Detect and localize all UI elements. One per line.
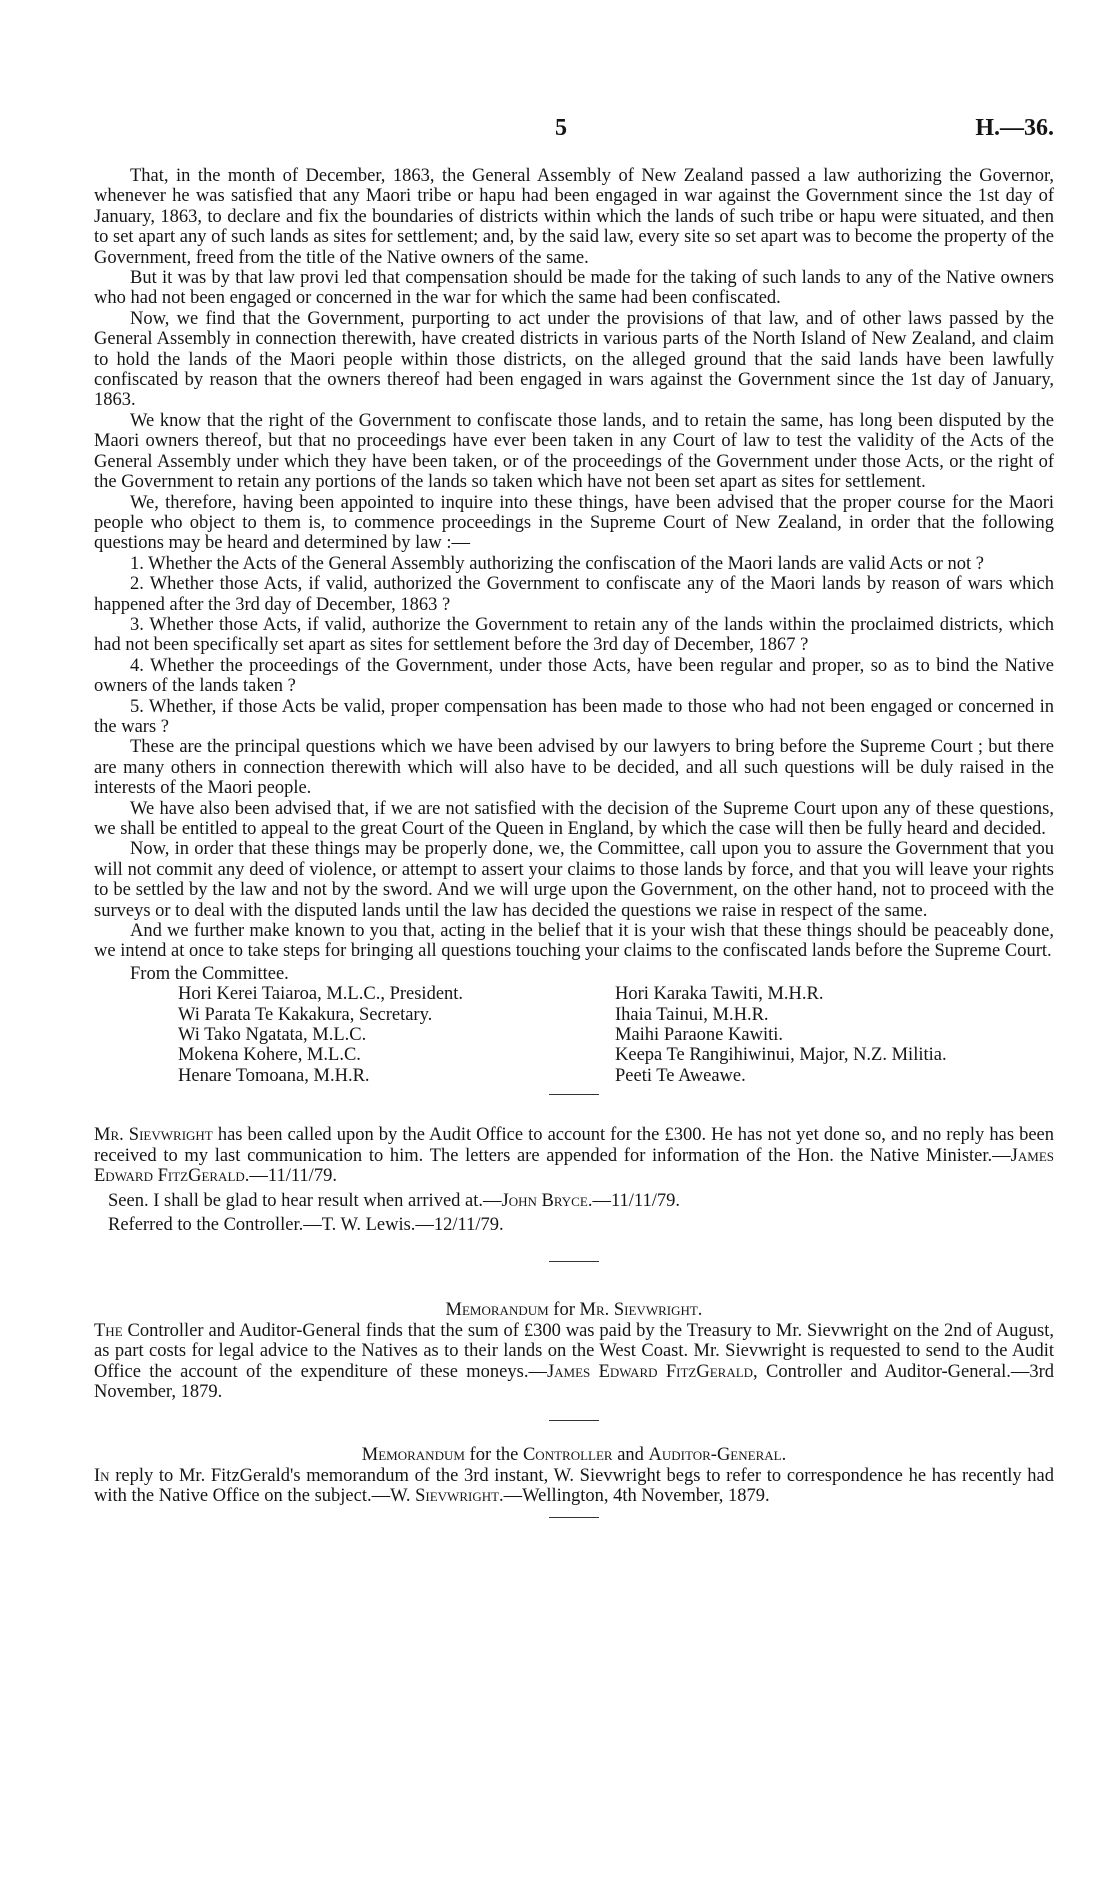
- letter-paragraph: We, therefore, having been appointed to inquire into these things, have been advised that the proper course for the Maori people who object to them is, to commence proceedings in the Supreme Court of New Zealand, in order that the following questions may be heard and determined by law :—: [94, 492, 1054, 554]
- minute-date: .—11/11/79.: [244, 1166, 337, 1187]
- signatory: Keepa Te Rangihiwinui, Major, N.Z. Militia.: [615, 1045, 947, 1066]
- signatory: Henare Tomoana, M.H.R.: [178, 1065, 370, 1086]
- memorandum-sievwright: [94, 1300, 1054, 1402]
- signatory-columns: [178, 984, 1054, 1086]
- memo-signer: James Edward FitzGerald: [546, 1361, 754, 1382]
- letter-paragraph: We know that the right of the Government to confiscate those lands, and to retain the same, has long been disputed by the Maori owners thereof, but that no proceedings have ever been taken in any Court of law to test the validity of the Acts of the General Assembly under which they have been taken, or of the proceedings of the Government under those Acts, or the right of the Government to retain any portions of the lands so taken which have not been set apart as sites for settlement.: [94, 410, 1054, 493]
- section-divider: [549, 1517, 599, 1518]
- letter-paragraph: And we further make known to you that, acting in the belief that it is your wish that these things should be peaceably done, we intend at once to take steps for bringing all questions touching your claims to the confiscated lands before the Supreme Court.: [94, 921, 1054, 962]
- signatory: Ihaia Tainui, M.H.R.: [615, 1004, 769, 1025]
- minute-text: has been called upon by the Audit Office to account for the £300. He has not yet done so, and no reply has been received to my last communication to him. The letters are appended for information of the Hon. the Native Minister.—: [94, 1125, 1055, 1166]
- memo-body: The Controller and Auditor-General finds that the sum of £300 was paid by the Treasury to Mr. Sievwright on the 2nd of August, as part costs for legal advice to the Natives as to their lands on the West Coast. Mr. Sievwright is requested to send to the Audit Office the account of the expenditure of these moneys.—James Edward FitzGerald, Controller and Auditor-General.—3rd November, 1879.: [94, 1320, 1055, 1402]
- signatories-right: [615, 984, 1052, 1086]
- signatory: Hori Karaka Tawiti, M.H.R.: [615, 984, 824, 1005]
- minute-paragraph: [94, 1125, 1054, 1186]
- letter-paragraph: We have also been advised that, if we are not satisfied with the decision of the Supreme Court upon any of these questions, we shall be entitled to appeal to the great Court of the Queen in England, by which the case will then be fully heard and decided.: [94, 798, 1054, 839]
- letter-paragraph: These are the principal questions which we have been advised by our lawyers to bring before the Supreme Court ; but there are many others in connection therewith which will also have to be decided, and all such questions will be duly raised in the interests of the Maori people.: [94, 737, 1054, 799]
- letter-paragraph: But it was by that law provi led that compensation should be made for the taking of such lands to any of the Native owners who had not been engaged or concerned in the war for which the same had been confiscated.: [94, 268, 1054, 309]
- letter-paragraph: Now, we find that the Government, purporting to act under the provisions of that law, and of other laws passed by the General Assembly in connection therewith, have created districts in various parts of the North Island of New Zealand, and claim to hold the lands of the Maori people within those districts, on the alleged ground that the said lands have been lawfully confiscated by reason that the owners thereof had been engaged in wars against the Government since the 1st day of January, 1863.: [94, 308, 1054, 411]
- memo-body: In reply to Mr. FitzGerald's memorandum of the 3rd instant, W. Sievwright begs to refer to correspondence he has recently had with the Native Office on the subject.—W. Sievwright.—Wellington, 4th November, 1879.: [94, 1465, 1054, 1507]
- signatory: Mokena Kohere, M.L.C.: [178, 1045, 361, 1066]
- signatory: Maihi Paraone Kawiti.: [615, 1025, 783, 1046]
- document-reference: H.—36.: [975, 115, 1054, 141]
- seen-signer: John Bryce: [501, 1190, 588, 1211]
- question-2: 2. Whether those Acts, if valid, authorized the Government to confiscate any of the Maori lands by reason of wars which happened after the 3rd day of December, 1863 ?: [94, 574, 1054, 615]
- question-1: 1. Whether the Acts of the General Assembly authorizing the confiscation of the Maori lands are valid Acts or not ?: [130, 553, 985, 574]
- seen-date: .—11/11/79.: [587, 1190, 680, 1211]
- signatory: Wi Tako Ngatata, M.L.C.: [178, 1025, 367, 1046]
- signature-block: [94, 964, 1054, 1086]
- signatory: Wi Parata Te Kakakura, Secretary.: [178, 1004, 433, 1025]
- letter-paragraph: Now, in order that these things may be properly done, we, the Committee, call upon you to assure the Government that you will not commit any deed of violence, or attempt to assert your claims to those lands by force, and that you will leave your rights to be settled by the law and not by the sword. And we will urge upon the Government, on the other hand, not to proceed with the surveys or to deal with the disputed lands until the law has decided the questions we raise in respect of the same.: [94, 839, 1054, 921]
- audit-minute: [94, 1125, 1054, 1235]
- question-3: 3. Whether those Acts, if valid, authorize the Government to retain any of the lands within the proclaimed districts, which had not been specifically set apart as sites for settlement before the 3rd day of December, 1867 ?: [94, 614, 1054, 656]
- minute-prefix: Mr. Sievwright: [94, 1125, 213, 1146]
- referred-paragraph: Referred to the Controller.—T. W. Lewis.—12/11/79.: [108, 1214, 504, 1235]
- section-divider: [549, 1094, 599, 1095]
- letter-paragraph: That, in the month of December, 1863, the General Assembly of New Zealand passed a law authorizing the Governor, whenever he was satisfied that any Maori tribe or hapu had been engaged in war against the Government since the 1st day of January, 1863, to declare and fix the boundaries of districts within which the lands of such tribe or hapu were situated, and then to set apart any of such lands as sites for settlement; and, by the said law, every site so set apart was to become the property of the Government, freed from the title of the Native owners of the same.: [94, 166, 1055, 268]
- minute-signer: James Edward FitzGerald: [94, 1145, 1054, 1187]
- page-number: 5: [555, 115, 567, 141]
- memo-title: Memorandum for Mr. Sievwright.: [445, 1300, 703, 1321]
- memo-signer: Sievwright: [415, 1486, 500, 1507]
- page-header: [0, 115, 1114, 149]
- memorandum-controller: [94, 1445, 1054, 1506]
- section-divider: [549, 1420, 599, 1421]
- section-divider: [549, 1261, 599, 1262]
- question-4: 4. Whether the proceedings of the Government, under those Acts, have been regular and proper, so as to bind the Native owners of the lands taken ?: [94, 655, 1054, 697]
- seen-text: Seen. I shall be glad to hear result when arrived at.—: [108, 1190, 502, 1211]
- signatory: Hori Kerei Taiaroa, M.L.C., President.: [178, 984, 464, 1005]
- from-line: From the Committee.: [130, 963, 289, 984]
- document-body: [94, 166, 1054, 1528]
- signatories-left: [178, 984, 615, 1086]
- committee-letter: [94, 166, 1054, 1086]
- signatory: Peeti Te Aweawe.: [615, 1065, 746, 1086]
- memo-title: Memorandum for the Controller and Auditor-General.: [361, 1445, 787, 1466]
- question-5: 5. Whether, if those Acts be valid, proper compensation has been made to those who had not been engaged or concerned in the wars ?: [94, 696, 1054, 737]
- seen-paragraph: [94, 1191, 1054, 1211]
